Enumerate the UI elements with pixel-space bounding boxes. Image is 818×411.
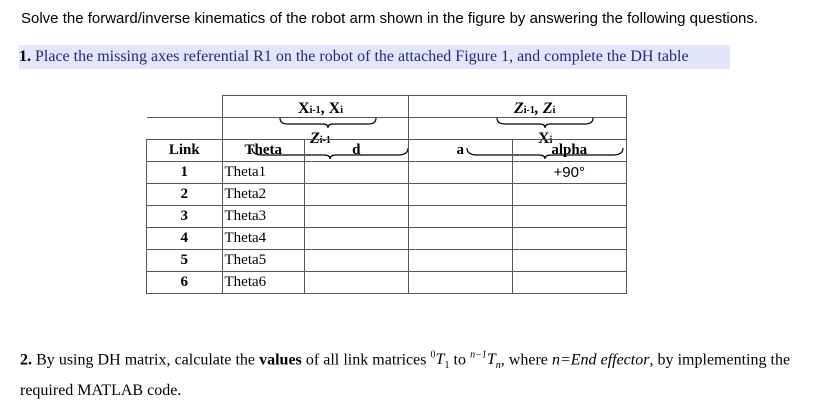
alpha-value: [513, 184, 627, 206]
theta-value: Theta2: [222, 184, 305, 206]
matrix-0T1: $^0T_1$: [430, 350, 450, 372]
theta-value: Theta6: [222, 272, 305, 294]
d-value: [305, 272, 409, 294]
d-value: [305, 184, 409, 206]
link-number: 4: [147, 228, 223, 250]
d-value: [305, 228, 409, 250]
link-number: 1: [147, 162, 223, 184]
question-1-text: Place the missing axes referential R1 on the robot of the attached Figure 1, and complete the DH table: [35, 48, 689, 65]
a-value: [408, 184, 513, 206]
intro-text: Solve the forward/inverse kinematics of the robot arm shown in the figure by answering the following questions.: [21, 10, 759, 27]
table-row: [147, 272, 627, 294]
alpha-value: [513, 272, 627, 294]
header-d: d: [305, 140, 409, 162]
table-row: [147, 206, 627, 228]
question-2: 2. By using DH matrix, calculate the values of all link matrices $^0T_1$ to $^{n-1}T_n$, where n=End effector, by implementing the required MATLAB code.: [20, 350, 791, 399]
question-1: [19, 45, 730, 69]
table-row: [147, 250, 627, 272]
header-a: a: [408, 140, 513, 162]
a-value: [408, 250, 513, 272]
theta-value: Theta3: [222, 206, 305, 228]
a-value: [408, 162, 513, 184]
header-theta: Theta: [222, 140, 305, 162]
z-brace-label: Zi-1: [310, 130, 331, 147]
table-row: [147, 162, 627, 184]
question-2-number: 2.: [20, 351, 32, 369]
d-value: [305, 250, 409, 272]
z-right-label: Zi-1, Zi: [514, 100, 556, 117]
link-number: 2: [147, 184, 223, 206]
a-value: [408, 206, 513, 228]
d-value: [305, 206, 409, 228]
x-brace-label: Xi-1, Xi: [298, 100, 344, 117]
alpha-value: [513, 228, 627, 250]
table-row: [147, 228, 627, 250]
link-number: 6: [147, 272, 223, 294]
a-value: [408, 228, 513, 250]
theta-value: Theta5: [222, 250, 305, 272]
table-row: [147, 184, 627, 206]
header-alpha: alpha: [513, 140, 627, 162]
theta-value: Theta1: [222, 162, 305, 184]
d-value: [305, 162, 409, 184]
alpha-value: [513, 250, 627, 272]
header-link: Link: [147, 140, 223, 162]
x-right-label: Xi: [538, 130, 553, 147]
matrix-nm1Tn: $^{n-1}T_n$: [470, 350, 501, 372]
question-1-number: 1.: [19, 48, 31, 65]
a-value: [408, 272, 513, 294]
link-number: 3: [147, 206, 223, 228]
theta-value: Theta4: [222, 228, 305, 250]
dh-table: [146, 95, 627, 294]
alpha-value: +90°: [513, 162, 627, 184]
alpha-value: [513, 206, 627, 228]
link-number: 5: [147, 250, 223, 272]
